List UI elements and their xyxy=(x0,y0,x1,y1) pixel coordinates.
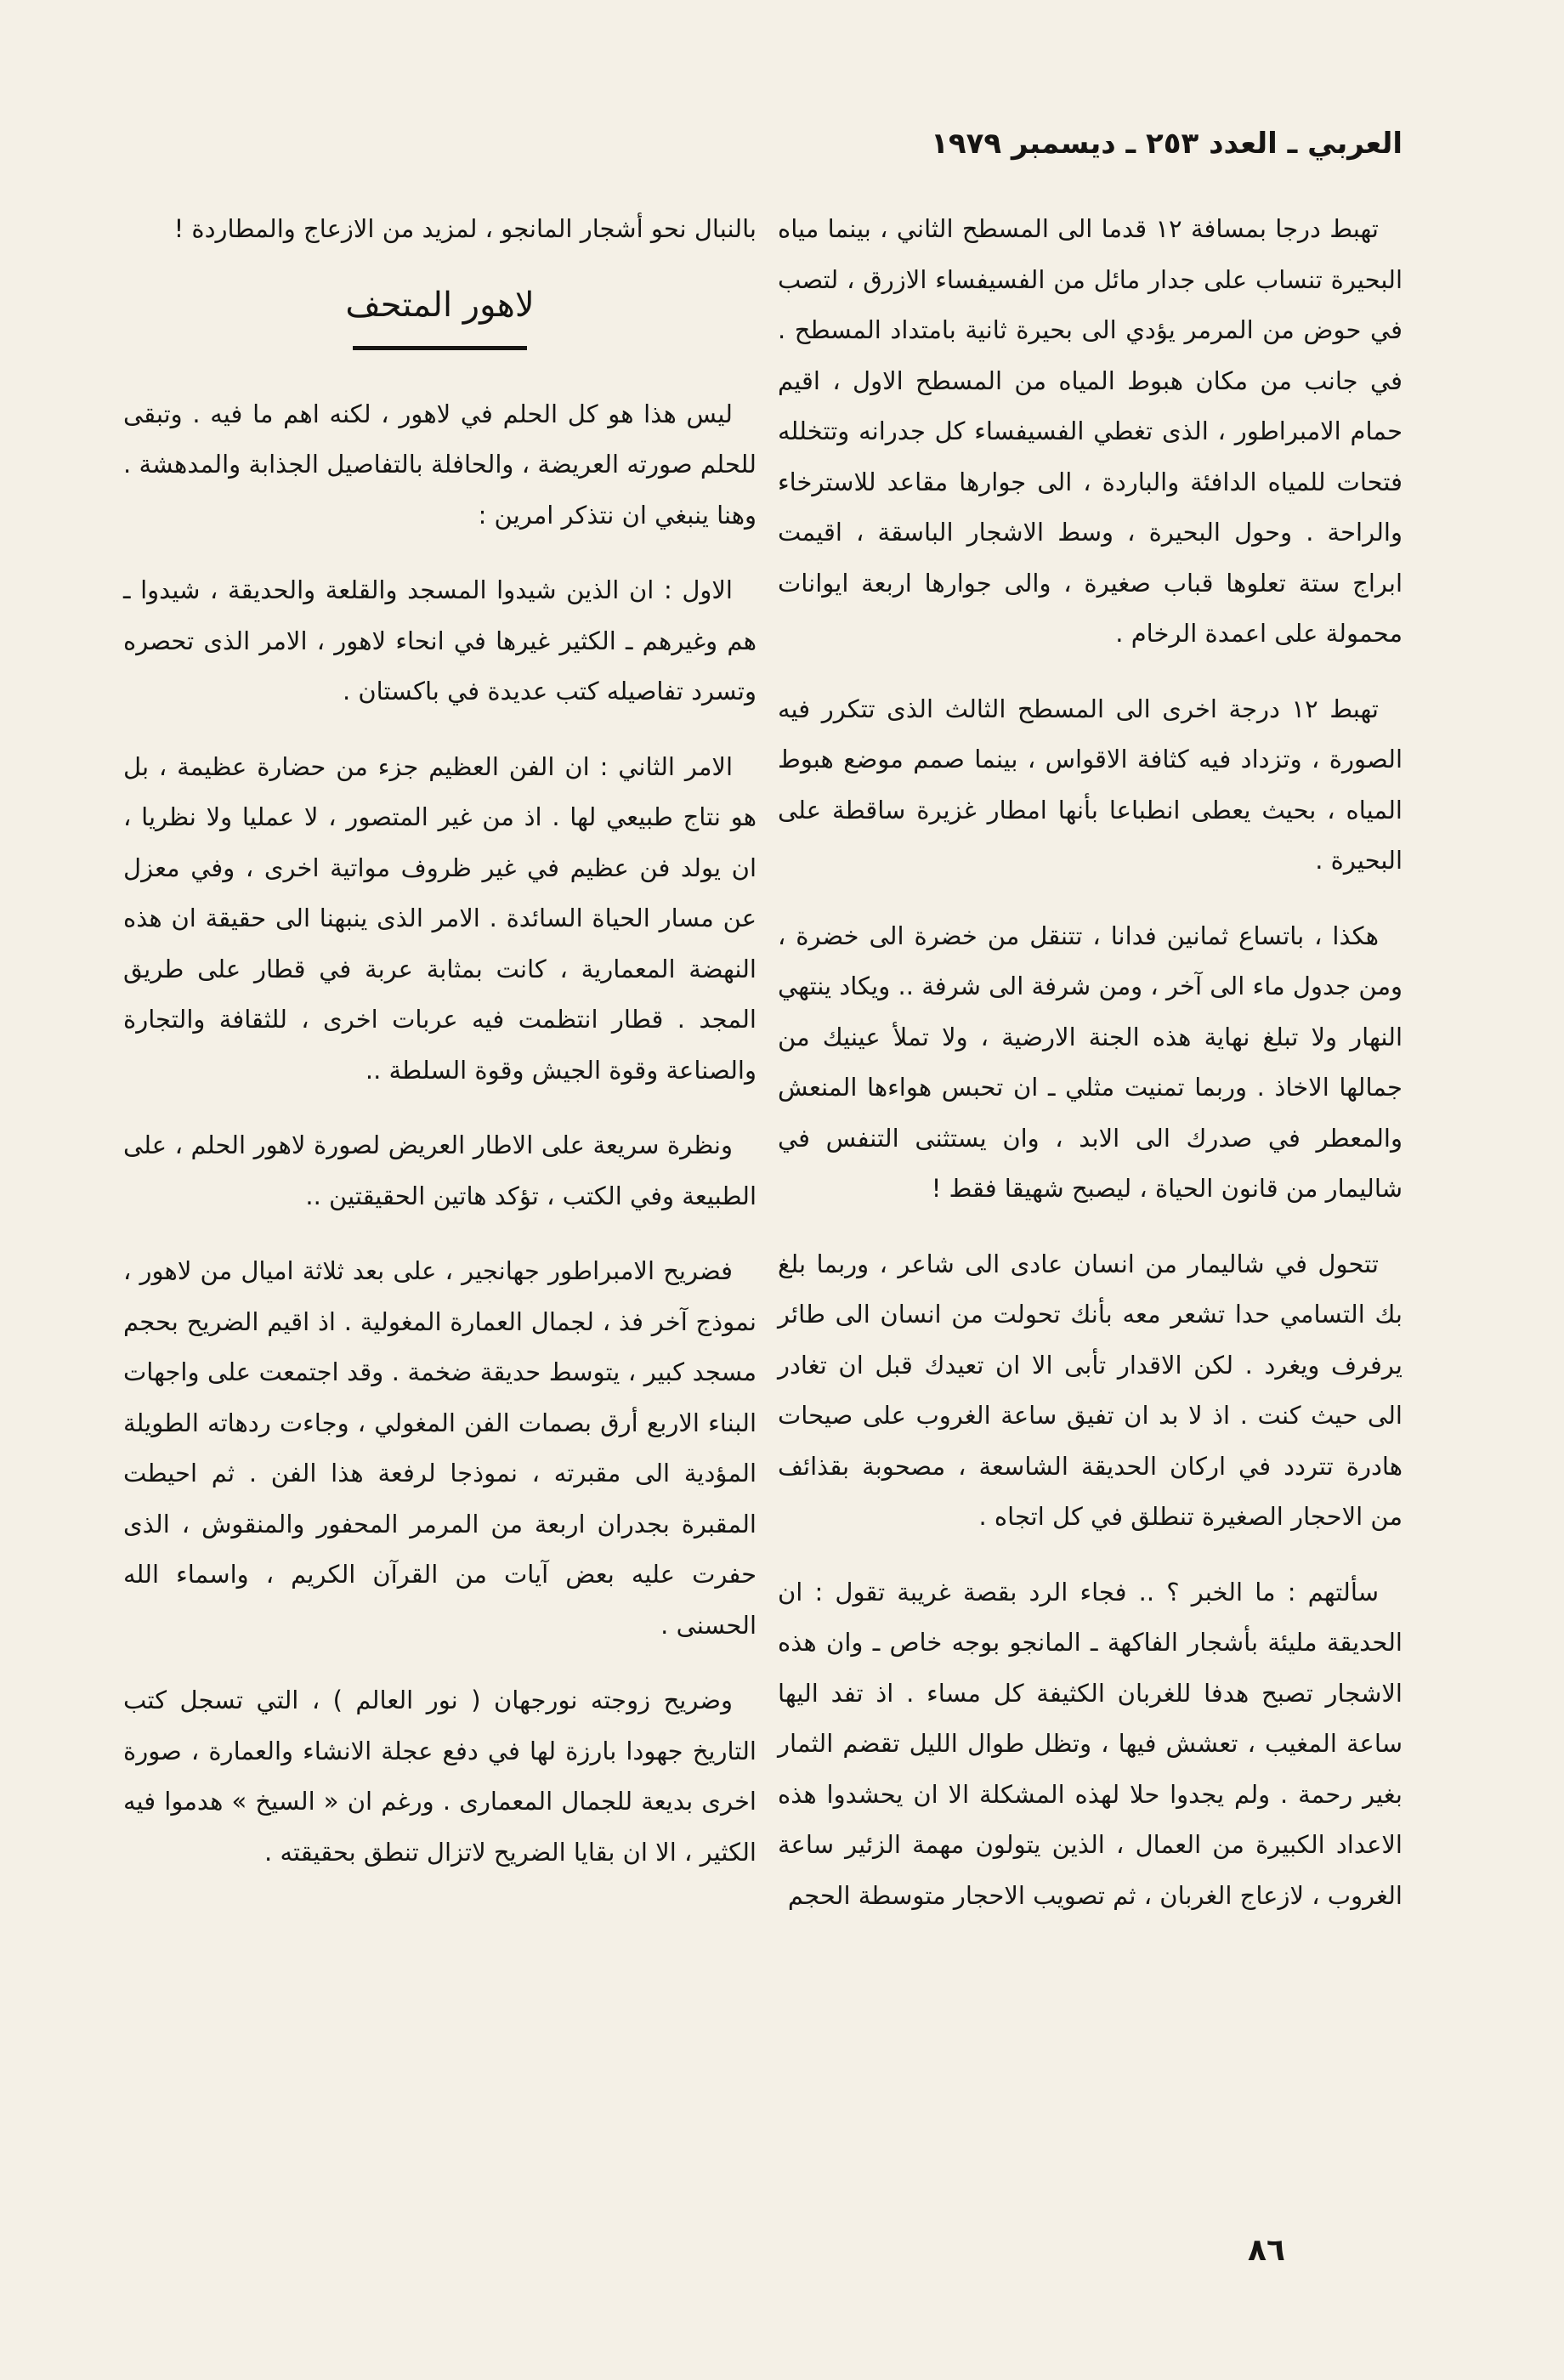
paragraph: تتحول في شاليمار من انسان عادى الى شاعر ، وربما بلغ بك التسامي حدا تشعر معه بأنك تحولت من انسان الى طائر يرفرف ويغرد . لكن الاقدار تأبى الا ان تعيدك قبل ان تغادر الى حيث كنت . اذ لا بد ان تفيق ساعة الغروب على صيحات هادرة تتردد في اركان الحديقة الشاسعة ، مصحوبة بقذائف من الاحجار الصغيرة تنطلق في كل اتجاه . xyxy=(778,1249,1402,1531)
paragraph: فضريح الامبراطور جهانجير ، على بعد ثلاثة اميال من لاهور ، نموذج آخر فذ ، لجمال العمارة المغولية . اذ اقيم الضريح بحجم مسجد كبير ، يتوسط حديقة ضخمة . وقد اجتمعت على واجهات البناء الاربع أرق بصمات الفن المغولي ، وجاءت ردهاته الطويلة المؤدية الى مقبرته ، نموذجا لرفعة هذا الفن . ثم احيطت المقبرة بجدران اربعة من المرمر المحفور والمنقوش ، الذى حفرت عليه بعض آيات من القرآن الكريم ، واسماء الله الحسنى . xyxy=(123,1256,756,1640)
section-title-rule xyxy=(353,346,527,350)
paragraph: الامر الثاني : ان الفن العظيم جزء من حضارة عظيمة ، بل هو نتاج طبيعي لها . اذ من غير المتصور ، لا عمليا ولا نظريا ، ان يولد فن عظيم في غير ظروف مواتية اخرى ، وفي معزل عن مسار الحياة السائدة . الامر الذى ينبهنا الى حقيقة ان هذه النهضة المعمارية ، كانت بمثابة عربة في قطار على طريق المجد . قطار انتظمت فيه عربات اخرى ، للثقافة والتجارة والصناعة وقوة الجيش وقوة السلطة .. xyxy=(123,751,756,1085)
paragraph: هكذا ، باتساع ثمانين فدانا ، تتنقل من خضرة الى خضرة ، ومن جدول ماء الى آخر ، ومن شرفة الى شرفة .. ويكاد ينتهي النهار ولا تبلغ نهاية هذه الجنة الارضية ، ولا تملأ عينيك من جمالها الاخاذ . وربما تمنيت مثلي ـ ان تحبس هواءها المنعش والمعطر في صدرك الى الابد ، وان يستثنى التنفس في شاليمار من قانون الحياة ، ليصبح شهيقا فقط ! xyxy=(778,921,1402,1203)
paragraph: سألتهم : ما الخبر ؟ .. فجاء الرد بقصة غريبة تقول : ان الحديقة مليئة بأشجار الفاكهة ـ المانجو بوجه خاص ـ وان هذه الاشجار تصبح هدفا للغربان الكثيفة كل مساء . اذ تفد اليها ساعة المغيب ، تعشش فيها ، وتظل طوال الليل تقضم الثمار بغير رحمة . ولم يجدوا حلا لهذه المشكلة الا ان يحشدوا هذه الاعداد الكبيرة من العمال ، الذين يتولون مهمة الزئير ساعة الغروب ، لازعاج الغربان ، ثم تصويب الاحجار متوسطة الحجم xyxy=(778,1577,1402,1910)
paragraph: الاول : ان الذين شيدوا المسجد والقلعة والحديقة ، شيدوا ـ هم وغيرهم ـ الكثير غيرها في انحاء لاهور ، الامر الذى تحصره وتسرد تفاصيله كتب عديدة في باكستان . xyxy=(123,575,756,706)
section-title: لاهور المتحف xyxy=(345,285,535,325)
right-column xyxy=(778,204,1402,1946)
continued-paragraph: بالنبال نحو أشجار المانجو ، لمزيد من الازعاج والمطاردة ! xyxy=(173,214,756,243)
left-column xyxy=(123,204,756,1902)
running-header: العربي ـ العدد ٢٥٣ ـ ديسمبر ١٩٧٩ xyxy=(931,127,1402,161)
paragraph: تهبط ١٢ درجة اخرى الى المسطح الثالث الذى تتكرر فيه الصورة ، وتزداد فيه كثافة الاقواس ، بينما صمم موضع هبوط المياه ، بحيث يعطى انطباعا بأنها امطار غزيرة ساقطة على البحيرة . xyxy=(778,694,1402,875)
paragraph: ونظرة سريعة على الاطار العريض لصورة لاهور الحلم ، على الطبيعة وفي الكتب ، تؤكد هاتين الحقيقتين .. xyxy=(123,1130,756,1210)
paragraph: ليس هذا هو كل الحلم في لاهور ، لكنه اهم ما فيه . وتبقى للحلم صورته العريضة ، والحافلة بالتفاصيل الجذابة والمدهشة . وهنا ينبغي ان نتذكر امرين : xyxy=(123,399,756,530)
page-number: ٨٦ xyxy=(1248,2233,1285,2268)
paragraph: تهبط درجا بمسافة ١٢ قدما الى المسطح الثاني ، بينما مياه البحيرة تنساب على جدار مائل من الفسيفساء الازرق ، لتصب في حوض من المرمر يؤدي الى بحيرة ثانية بامتداد المسطح . في جانب من مكان هبوط المياه من المسطح الاول ، اقيم حمام الامبراطور ، الذى تغطي الفسيفساء كل جدرانه وتتخلله فتحات للمياه الدافئة والباردة ، الى جوارها مقاعد للاسترخاء والراحة . وحول البحيرة ، وسط الاشجار الباسقة ، اقيمت ابراج ستة تعلوها قباب صغيرة ، والى جوارها اربعة ايوانات محمولة على اعمدة الرخام . xyxy=(778,214,1402,648)
paragraph: وضريح زوجته نورجهان ( نور العالم ) ، التي تسجل كتب التاريخ جهودا بارزة لها في دفع عجلة الانشاء والعمارة ، صورة اخرى بديعة للجمال المعمارى . ورغم ان « السيخ » هدموا فيه الكثير ، الا ان بقايا الضريح لاتزال تنطق بحقيقته . xyxy=(123,1686,756,1867)
